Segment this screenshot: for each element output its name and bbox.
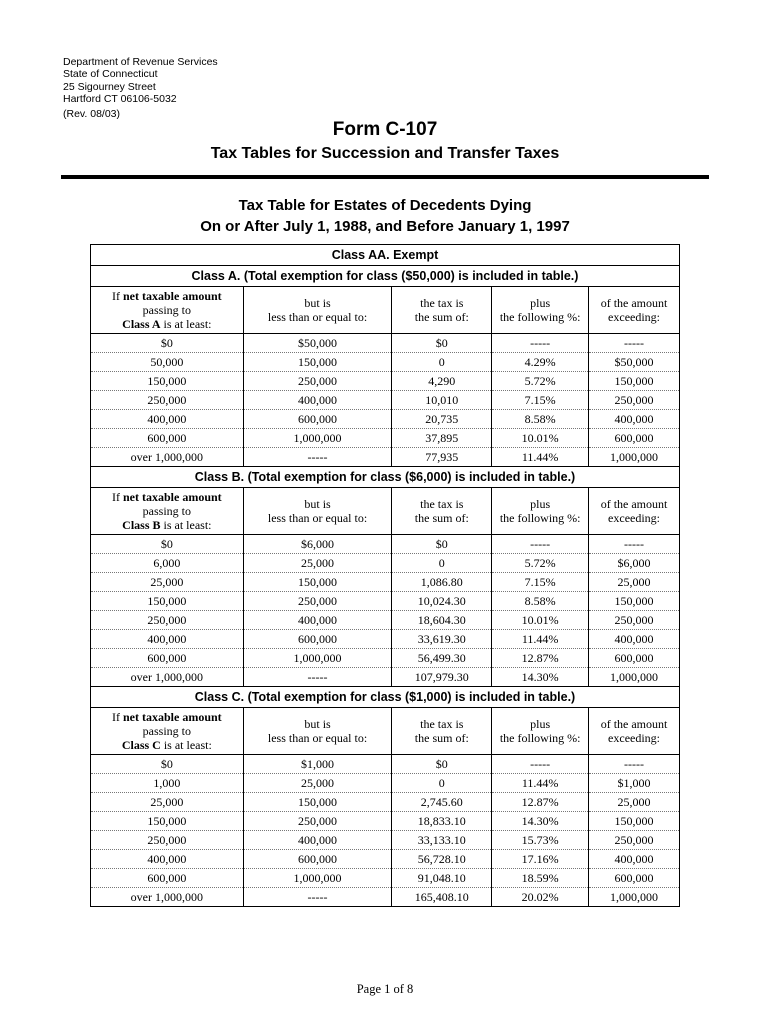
table-cell: 600,000	[589, 869, 680, 888]
header-line	[91, 490, 243, 504]
table-cell: $1,000	[243, 755, 392, 774]
table-cell: over 1,000,000	[91, 448, 244, 467]
table-cell: 1,000,000	[243, 869, 392, 888]
table-cell: 10,024.30	[392, 592, 492, 611]
table-cell: 400,000	[243, 611, 392, 630]
header-text: is at least:	[160, 317, 212, 331]
table-cell: 20,735	[392, 410, 492, 429]
header-line: less than or equal to:	[267, 731, 368, 745]
table-cell: 250,000	[243, 592, 392, 611]
header-line: plus	[530, 497, 551, 511]
table-cell: $0	[392, 755, 492, 774]
table-row	[91, 831, 680, 850]
header-line: the sum of:	[414, 511, 469, 525]
table-cell: 600,000	[589, 649, 680, 668]
table-row	[91, 410, 680, 429]
table-row	[91, 630, 680, 649]
table-cell: 14.30%	[492, 812, 589, 831]
title-divider	[61, 175, 709, 179]
header-class: Class B	[122, 518, 161, 532]
header-line: the tax is	[420, 497, 464, 511]
header-line: but is	[304, 497, 331, 511]
section-title-line1: Tax Table for Estates of Decedents Dying	[238, 197, 532, 214]
table-row	[91, 429, 680, 448]
form-title: Form C-107	[332, 119, 438, 140]
table-cell: 25,000	[243, 554, 392, 573]
table-cell: 400,000	[589, 850, 680, 869]
table-cell: 17.16%	[492, 850, 589, 869]
table-cell: 11.44%	[492, 630, 589, 649]
table-cell: 8.58%	[492, 592, 589, 611]
header-bold: net taxable amount	[123, 289, 222, 303]
table-cell: 150,000	[589, 372, 680, 391]
table-cell: 5.72%	[492, 554, 589, 573]
header-line: the tax is	[420, 296, 464, 310]
table-cell: -----	[492, 755, 589, 774]
header-line: passing to	[142, 303, 192, 317]
table-cell: $0	[91, 535, 244, 554]
table-cell: 11.44%	[492, 448, 589, 467]
table-cell: 50,000	[91, 353, 244, 372]
header-c2	[243, 708, 392, 755]
header-c5	[589, 708, 680, 755]
table-cell: 37,895	[392, 429, 492, 448]
header-c5	[589, 488, 680, 535]
header-line: of the amount	[600, 296, 668, 310]
header-min-amount	[91, 488, 244, 535]
table-cell: -----	[589, 334, 680, 353]
agency-line: Hartford CT 06106-5032	[63, 92, 177, 105]
table-cell: -----	[589, 535, 680, 554]
table-cell: $6,000	[589, 554, 680, 573]
table-cell: 10.01%	[492, 429, 589, 448]
header-class: Class A	[122, 317, 161, 331]
header-line	[91, 738, 243, 752]
table-cell: -----	[492, 334, 589, 353]
table-cell: 33,133.10	[392, 831, 492, 850]
table-cell: 600,000	[243, 410, 392, 429]
table-row	[91, 774, 680, 793]
table-cell: $50,000	[243, 334, 392, 353]
header-c3	[392, 488, 492, 535]
table-cell: 25,000	[589, 793, 680, 812]
header-line: the following %:	[499, 310, 581, 324]
table-cell: 150,000	[91, 592, 244, 611]
header-line: plus	[530, 717, 551, 731]
header-line: the sum of:	[414, 731, 469, 745]
table-cell: 250,000	[589, 831, 680, 850]
table-row	[91, 649, 680, 668]
table-cell: 150,000	[91, 372, 244, 391]
table-cell: 18.59%	[492, 869, 589, 888]
table-cell: 150,000	[589, 592, 680, 611]
table-cell: -----	[589, 755, 680, 774]
table-cell: 18,833.10	[392, 812, 492, 831]
table-cell: 4.29%	[492, 353, 589, 372]
header-text: is at least:	[160, 518, 212, 532]
table-cell: 150,000	[91, 812, 244, 831]
header-line: less than or equal to:	[267, 511, 368, 525]
table-row	[91, 850, 680, 869]
table-cell: -----	[243, 888, 392, 907]
header-line: exceeding:	[608, 310, 661, 324]
table-cell: 2,745.60	[392, 793, 492, 812]
table-cell: 7.15%	[492, 573, 589, 592]
table-cell: -----	[243, 448, 392, 467]
revision-date: (Rev. 08/03)	[63, 108, 120, 121]
table-cell: 1,000,000	[610, 449, 659, 464]
table-cell: 150,000	[243, 353, 392, 372]
header-text: If	[112, 490, 123, 504]
table-cell: 400,000	[243, 831, 392, 850]
header-line: the sum of:	[414, 310, 469, 324]
table-row	[91, 448, 680, 467]
table-cell: 400,000	[91, 630, 244, 649]
table-cell: 25,000	[589, 573, 680, 592]
table-cell: 1,000,000	[243, 649, 392, 668]
tax-table-body	[91, 245, 680, 907]
table-cell: 77,935	[392, 448, 492, 467]
header-c3	[392, 287, 492, 334]
table-row	[91, 869, 680, 888]
table-row	[91, 554, 680, 573]
table-cell: 12.87%	[492, 793, 589, 812]
table-cell: 11.44%	[492, 774, 589, 793]
table-cell: 1,000,000	[610, 669, 659, 684]
class-banner: Class A. (Total exemption for class ($50,000) is included in table.)	[91, 266, 680, 287]
table-cell: 600,000	[243, 630, 392, 649]
header-bold: net taxable amount	[123, 490, 222, 504]
table-cell: 1,086.80	[392, 573, 492, 592]
agency-line: Department of Revenue Services	[63, 56, 218, 68]
table-cell: 1,000,000	[243, 429, 392, 448]
header-line: less than or equal to:	[267, 310, 368, 324]
table-cell: 56,728.10	[392, 850, 492, 869]
table-cell: 600,000	[243, 850, 392, 869]
header-line: but is	[304, 717, 331, 731]
table-cell: 6,000	[91, 554, 244, 573]
header-line: of the amount	[600, 497, 668, 511]
table-cell: $0	[392, 535, 492, 554]
table-cell: 1,000,000	[610, 889, 659, 904]
table-cell: over 1,000,000	[91, 888, 244, 907]
column-header-row	[91, 488, 680, 535]
table-row	[91, 793, 680, 812]
table-cell: 250,000	[243, 812, 392, 831]
table-cell: 0	[392, 353, 492, 372]
header-c2	[243, 287, 392, 334]
table-cell: $1,000	[589, 774, 680, 793]
table-cell: 250,000	[589, 611, 680, 630]
header-line: plus	[530, 296, 551, 310]
table-cell: 165,408.10	[392, 888, 492, 907]
header-line: passing to	[142, 724, 192, 738]
table-row	[91, 391, 680, 410]
table-cell: 400,000	[589, 630, 680, 649]
header-line: the tax is	[420, 717, 464, 731]
header-line: exceeding:	[608, 511, 661, 525]
header-line	[91, 518, 243, 532]
table-row	[91, 611, 680, 630]
header-line	[91, 317, 243, 331]
table-cell: over 1,000,000	[91, 668, 244, 687]
column-header-row	[91, 708, 680, 755]
table-cell: 20.02%	[492, 888, 589, 907]
header-text: If	[112, 710, 123, 724]
class-banner: Class B. (Total exemption for class ($6,000) is included in table.)	[91, 467, 680, 488]
header-line: the following %:	[499, 511, 581, 525]
table-row	[91, 888, 680, 907]
header-class: Class C	[121, 738, 161, 752]
table-cell: 250,000	[243, 372, 392, 391]
header-line	[91, 289, 243, 303]
section-title-line2: On or After July 1, 1988, and Before January 1, 1997	[200, 218, 570, 235]
table-row	[91, 372, 680, 391]
table-cell: 400,000	[243, 391, 392, 410]
header-c3	[392, 708, 492, 755]
table-cell: $0	[392, 334, 492, 353]
table-cell: 107,979.30	[392, 668, 492, 687]
table-cell: 12.87%	[492, 649, 589, 668]
class-banner-row	[91, 687, 680, 708]
table-row	[91, 353, 680, 372]
class-aa-label: Class AA. Exempt	[91, 245, 680, 266]
table-cell: -----	[492, 535, 589, 554]
table-cell: 150,000	[243, 573, 392, 592]
page-number: Page 1 of 8	[356, 982, 414, 996]
table-row	[91, 334, 680, 353]
table-cell: 250,000	[91, 831, 244, 850]
header-text: If	[112, 289, 123, 303]
header-c4	[492, 708, 589, 755]
table-cell: 25,000	[91, 793, 244, 812]
header-c4	[492, 287, 589, 334]
table-cell: -----	[243, 668, 392, 687]
table-cell: $50,000	[589, 353, 680, 372]
class-aa-row	[91, 245, 680, 266]
table-cell: 250,000	[589, 391, 680, 410]
table-cell: 1,000	[91, 774, 244, 793]
table-cell: 0	[392, 774, 492, 793]
header-line: the following %:	[499, 731, 581, 745]
table-row	[91, 573, 680, 592]
agency-line: State of Connecticut	[63, 68, 158, 81]
agency-address	[63, 56, 218, 120]
table-row	[91, 668, 680, 687]
table-row	[91, 812, 680, 831]
header-line: of the amount	[600, 717, 668, 731]
table-cell: 25,000	[243, 774, 392, 793]
header-c4	[492, 488, 589, 535]
table-cell: $0	[91, 755, 244, 774]
header-min-amount	[91, 708, 244, 755]
table-cell: 33,619.30	[392, 630, 492, 649]
table-cell: 600,000	[91, 869, 244, 888]
header-line: but is	[304, 296, 331, 310]
header-min-amount	[91, 287, 244, 334]
table-cell: 400,000	[91, 410, 244, 429]
table-cell: 91,048.10	[392, 869, 492, 888]
table-cell: 250,000	[91, 391, 244, 410]
table-cell: 56,499.30	[392, 649, 492, 668]
header-c2	[243, 488, 392, 535]
class-banner: Class C. (Total exemption for class ($1,000) is included in table.)	[91, 687, 680, 708]
table-cell: 4,290	[392, 372, 492, 391]
table-cell: 600,000	[589, 429, 680, 448]
table-cell: 14.30%	[492, 668, 589, 687]
table-cell: 7.15%	[492, 391, 589, 410]
table-row	[91, 755, 680, 774]
table-cell: 5.72%	[492, 372, 589, 391]
table-cell: 15.73%	[492, 831, 589, 850]
header-c5	[589, 287, 680, 334]
table-row	[91, 592, 680, 611]
form-subtitle: Tax Tables for Succession and Transfer Taxes	[210, 145, 560, 162]
table-cell: 18,604.30	[392, 611, 492, 630]
table-cell: 600,000	[91, 649, 244, 668]
class-banner-row	[91, 266, 680, 287]
header-bold: net taxable amount	[123, 710, 222, 724]
table-cell: 8.58%	[492, 410, 589, 429]
header-line	[91, 710, 243, 724]
header-line: exceeding:	[608, 731, 661, 745]
table-cell: $0	[91, 334, 244, 353]
table-row	[91, 535, 680, 554]
table-cell: 400,000	[91, 850, 244, 869]
table-cell: 400,000	[589, 410, 680, 429]
class-banner-row	[91, 467, 680, 488]
table-cell: $6,000	[243, 535, 392, 554]
tax-table	[90, 244, 680, 907]
table-cell: 150,000	[589, 812, 680, 831]
table-cell: 600,000	[91, 429, 244, 448]
table-cell: 250,000	[91, 611, 244, 630]
header-text: is at least:	[160, 738, 212, 752]
agency-line: 25 Sigourney Street	[63, 80, 156, 93]
table-cell: 25,000	[91, 573, 244, 592]
table-cell: 150,000	[243, 793, 392, 812]
table-cell: 10.01%	[492, 611, 589, 630]
table-cell: 10,010	[392, 391, 492, 410]
header-line: passing to	[142, 504, 192, 518]
column-header-row	[91, 287, 680, 334]
table-cell: 0	[392, 554, 492, 573]
